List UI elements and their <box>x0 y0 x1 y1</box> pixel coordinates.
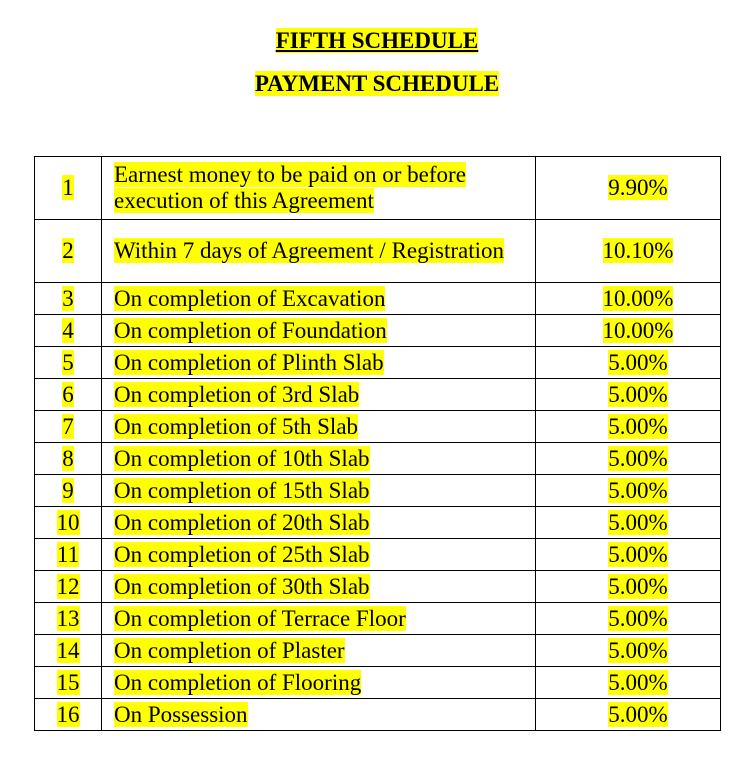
row-percent-cell <box>536 635 721 667</box>
table-row <box>35 635 721 667</box>
row-number-cell <box>35 507 102 539</box>
row-percent-cell <box>536 315 721 347</box>
table-row <box>35 571 721 603</box>
row-description-cell <box>102 539 536 571</box>
row-description-cell <box>102 635 536 667</box>
row-number-cell <box>35 571 102 603</box>
row-number-cell <box>35 603 102 635</box>
row-number-cell <box>35 157 102 220</box>
row-number-cell <box>35 475 102 507</box>
row-number: 1 <box>62 175 74 200</box>
row-percent: 10.00% <box>602 317 674 343</box>
row-description-cell <box>102 667 536 699</box>
row-percent-cell <box>536 220 721 283</box>
row-number: 5 <box>62 349 74 375</box>
row-percent: 5.00% <box>608 413 668 439</box>
row-description: On completion of Terrace Floor <box>114 605 406 631</box>
schedule-title <box>0 28 754 54</box>
row-percent: 5.00% <box>608 701 668 727</box>
payment-schedule-table <box>34 156 721 731</box>
row-description-cell <box>102 443 536 475</box>
row-number: 16 <box>56 701 80 727</box>
row-percent-cell <box>536 443 721 475</box>
row-number: 8 <box>62 445 74 471</box>
schedule-title-text: FIFTH SCHEDULE <box>275 28 479 53</box>
row-number: 6 <box>62 381 74 407</box>
row-description: On completion of 3rd Slab <box>114 381 360 407</box>
row-percent: 5.00% <box>608 445 668 471</box>
row-number-cell <box>35 347 102 379</box>
row-number: 11 <box>56 541 80 567</box>
row-number: 15 <box>56 669 80 695</box>
row-percent-cell <box>536 507 721 539</box>
row-percent: 5.00% <box>608 669 668 695</box>
row-percent-cell <box>536 411 721 443</box>
table-row <box>35 443 721 475</box>
row-percent: 5.00% <box>608 541 668 567</box>
table-row <box>35 507 721 539</box>
row-percent-cell <box>536 283 721 315</box>
row-description-cell <box>102 315 536 347</box>
row-description-cell <box>102 571 536 603</box>
row-description: On completion of Flooring <box>114 669 362 695</box>
table-row <box>35 603 721 635</box>
table-row <box>35 283 721 315</box>
row-number-cell <box>35 411 102 443</box>
row-percent-cell <box>536 699 721 731</box>
row-description: On Possession <box>114 701 248 727</box>
row-description: On completion of 15th Slab <box>114 477 370 503</box>
table-row <box>35 667 721 699</box>
row-description: On completion of Excavation <box>114 285 386 311</box>
row-number: 13 <box>56 605 80 631</box>
row-number-cell <box>35 699 102 731</box>
row-percent: 5.00% <box>608 381 668 407</box>
row-description-cell <box>102 699 536 731</box>
row-description-cell <box>102 379 536 411</box>
row-percent-cell <box>536 347 721 379</box>
row-number: 2 <box>62 238 74 263</box>
schedule-subtitle-text: PAYMENT SCHEDULE <box>254 71 500 96</box>
row-percent: 5.00% <box>608 573 668 599</box>
row-percent: 10.10% <box>602 238 674 263</box>
table-row <box>35 315 721 347</box>
row-number: 10 <box>56 509 80 535</box>
row-description: Within 7 days of Agreement / Registration <box>114 238 505 263</box>
table-row <box>35 411 721 443</box>
row-number: 7 <box>62 413 74 439</box>
row-number: 9 <box>62 477 74 503</box>
table-row <box>35 379 721 411</box>
row-number-cell <box>35 220 102 283</box>
row-percent: 5.00% <box>608 477 668 503</box>
row-description: On completion of 5th Slab <box>114 413 359 439</box>
table-row <box>35 157 721 220</box>
row-number-cell <box>35 539 102 571</box>
row-percent-cell <box>536 379 721 411</box>
row-description: On completion of Foundation <box>114 317 387 343</box>
row-number: 14 <box>56 637 80 663</box>
row-description: On completion of 25th Slab <box>114 541 370 567</box>
row-number-cell <box>35 315 102 347</box>
row-percent: 5.00% <box>608 509 668 535</box>
schedule-subtitle <box>0 71 754 97</box>
row-description-cell <box>102 411 536 443</box>
row-percent: 5.00% <box>608 605 668 631</box>
row-number-cell <box>35 379 102 411</box>
row-description-cell <box>102 220 536 283</box>
row-description-cell <box>102 283 536 315</box>
row-description: On completion of 20th Slab <box>114 509 370 535</box>
row-percent: 10.00% <box>602 285 674 311</box>
row-description-cell <box>102 157 536 220</box>
row-percent: 5.00% <box>608 349 668 375</box>
row-description: Earnest money to be paid on or before execution of this Agreement <box>114 162 466 213</box>
row-percent-cell <box>536 571 721 603</box>
row-percent-cell <box>536 539 721 571</box>
row-number-cell <box>35 283 102 315</box>
row-description-cell <box>102 507 536 539</box>
row-number: 3 <box>62 285 74 311</box>
row-number-cell <box>35 667 102 699</box>
table-row <box>35 699 721 731</box>
table-row <box>35 539 721 571</box>
row-percent-cell <box>536 667 721 699</box>
row-number-cell <box>35 635 102 667</box>
row-percent-cell <box>536 157 721 220</box>
row-description-cell <box>102 475 536 507</box>
row-description: On completion of 10th Slab <box>114 445 370 471</box>
table-row <box>35 475 721 507</box>
row-percent: 5.00% <box>608 637 668 663</box>
row-percent-cell <box>536 603 721 635</box>
row-number: 12 <box>56 573 80 599</box>
table-row <box>35 347 721 379</box>
table-row <box>35 220 721 283</box>
row-description: On completion of 30th Slab <box>114 573 370 599</box>
row-description: On completion of Plinth Slab <box>114 349 384 375</box>
row-description-cell <box>102 347 536 379</box>
row-description: On completion of Plaster <box>114 637 345 663</box>
row-number: 4 <box>62 317 74 343</box>
row-percent: 9.90% <box>608 175 668 200</box>
row-number-cell <box>35 443 102 475</box>
row-percent-cell <box>536 475 721 507</box>
row-description-cell <box>102 603 536 635</box>
